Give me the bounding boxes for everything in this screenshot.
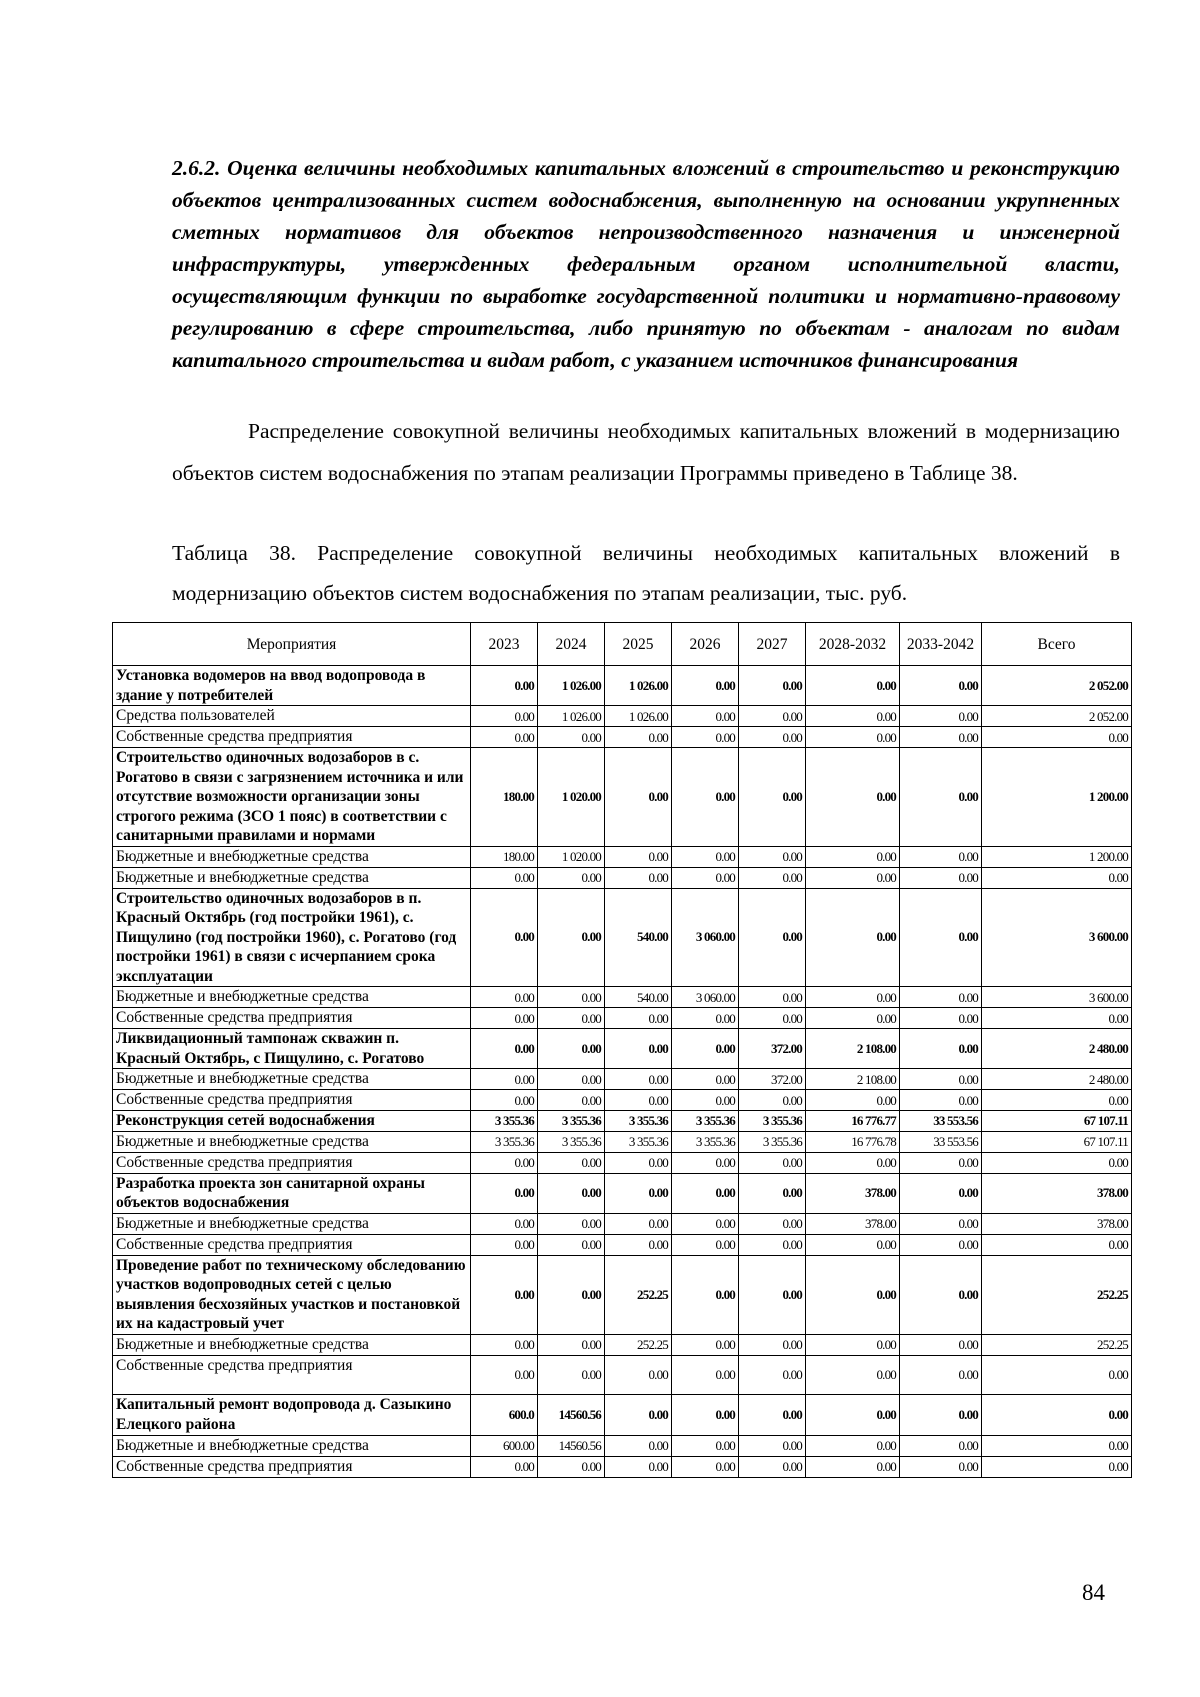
row-label: Собственные средства предприятия <box>113 1090 471 1111</box>
value-cell: 0.00 <box>605 1173 672 1213</box>
value-cell: 0.00 <box>900 1029 982 1069</box>
row-label: Бюджетные и внебюджетные средства <box>113 1435 471 1456</box>
value-cell: 540.00 <box>605 987 672 1008</box>
value-cell: 0.00 <box>739 1234 806 1255</box>
value-cell: 0.00 <box>538 1334 605 1355</box>
value-cell: 0.00 <box>806 1008 900 1029</box>
table-row-source <box>113 1355 1132 1394</box>
value-cell: 0.00 <box>739 1355 806 1394</box>
value-cell: 372.00 <box>739 1069 806 1090</box>
value-cell: 378.00 <box>982 1213 1132 1234</box>
value-cell: 67 107.11 <box>982 1131 1132 1152</box>
value-cell: 0.00 <box>605 1029 672 1069</box>
value-cell: 0.00 <box>900 1090 982 1111</box>
row-label: Бюджетные и внебюджетные средства <box>113 846 471 867</box>
value-cell: 0.00 <box>538 1152 605 1173</box>
table-row-source <box>113 1334 1132 1355</box>
value-cell: 540.00 <box>605 888 672 987</box>
row-label: Бюджетные и внебюджетные средства <box>113 1131 471 1152</box>
value-cell: 0.00 <box>672 1435 739 1456</box>
value-cell: 0.00 <box>739 1090 806 1111</box>
header-cell: 2024 <box>538 623 605 666</box>
row-label: Бюджетные и внебюджетные средства <box>113 1334 471 1355</box>
table-row-source <box>113 1234 1132 1255</box>
value-cell: 16 776.77 <box>806 1111 900 1132</box>
value-cell: 0.00 <box>538 1008 605 1029</box>
value-cell: 252.25 <box>982 1255 1132 1334</box>
value-cell: 0.00 <box>471 1152 538 1173</box>
table-row-source <box>113 1131 1132 1152</box>
value-cell: 0.00 <box>605 1456 672 1477</box>
value-cell: 0.00 <box>672 1152 739 1173</box>
value-cell: 0.00 <box>471 1355 538 1394</box>
row-label: Собственные средства предприятия <box>113 1008 471 1029</box>
value-cell: 1 026.00 <box>538 666 605 706</box>
value-cell: 0.00 <box>538 867 605 888</box>
value-cell: 0.00 <box>605 1435 672 1456</box>
value-cell: 3 355.36 <box>739 1131 806 1152</box>
value-cell: 2 480.00 <box>982 1069 1132 1090</box>
value-cell: 3 355.36 <box>471 1111 538 1132</box>
value-cell: 0.00 <box>739 987 806 1008</box>
value-cell: 378.00 <box>806 1173 900 1213</box>
value-cell: 0.00 <box>471 987 538 1008</box>
value-cell: 0.00 <box>605 867 672 888</box>
value-cell: 0.00 <box>605 1152 672 1173</box>
value-cell: 0.00 <box>538 1234 605 1255</box>
table-row-source <box>113 1069 1132 1090</box>
value-cell: 600.00 <box>471 1435 538 1456</box>
value-cell: 0.00 <box>982 1456 1132 1477</box>
value-cell: 3 355.36 <box>538 1111 605 1132</box>
value-cell: 0.00 <box>806 1090 900 1111</box>
row-label: Бюджетные и внебюджетные средства <box>113 987 471 1008</box>
value-cell: 0.00 <box>806 867 900 888</box>
table-caption: Таблица 38. Распределение совокупной величины необходимых капитальных вложений в модернизацию объектов систем водоснабжения по этапам реализации, тыс. руб. <box>172 541 1120 605</box>
value-cell: 33 553.56 <box>900 1131 982 1152</box>
value-cell: 0.00 <box>739 1173 806 1213</box>
value-cell: 0.00 <box>605 1008 672 1029</box>
value-cell: 0.00 <box>739 867 806 888</box>
value-cell: 0.00 <box>538 1069 605 1090</box>
value-cell: 0.00 <box>471 666 538 706</box>
value-cell: 0.00 <box>900 727 982 748</box>
value-cell: 0.00 <box>739 1435 806 1456</box>
table-row-source <box>113 846 1132 867</box>
value-cell: 0.00 <box>605 1213 672 1234</box>
header-cell: 2027 <box>739 623 806 666</box>
value-cell: 0.00 <box>471 1008 538 1029</box>
value-cell: 0.00 <box>739 706 806 727</box>
value-cell: 378.00 <box>982 1173 1132 1213</box>
row-label: Собственные средства предприятия <box>113 1152 471 1173</box>
value-cell: 0.00 <box>806 1255 900 1334</box>
value-cell: 0.00 <box>900 1213 982 1234</box>
value-cell: 3 355.36 <box>538 1131 605 1152</box>
value-cell: 600.0 <box>471 1394 538 1435</box>
value-cell: 0.00 <box>605 1394 672 1435</box>
value-cell: 372.00 <box>739 1029 806 1069</box>
value-cell: 0.00 <box>672 1334 739 1355</box>
value-cell: 0.00 <box>739 1008 806 1029</box>
row-label: Собственные средства предприятия <box>113 1355 471 1394</box>
value-cell: 0.00 <box>982 1355 1132 1394</box>
value-cell: 67 107.11 <box>982 1111 1132 1132</box>
table-row-source <box>113 1213 1132 1234</box>
table-header-row <box>113 623 1132 666</box>
table-row-source <box>113 1435 1132 1456</box>
value-cell: 0.00 <box>471 1029 538 1069</box>
table-row-activity <box>113 748 1132 847</box>
row-label: Проведение работ по техническому обследованию участков водопроводных сетей с целью выявления бесхозяйных участков и постановкой их на кадастровый учет <box>113 1255 471 1334</box>
value-cell: 0.00 <box>739 1456 806 1477</box>
value-cell: 0.00 <box>806 1355 900 1394</box>
value-cell: 0.00 <box>672 1234 739 1255</box>
value-cell: 0.00 <box>806 748 900 847</box>
row-label: Установка водомеров на ввод водопровода в здание у потребителей <box>113 666 471 706</box>
value-cell: 3 355.36 <box>739 1111 806 1132</box>
table-row-activity <box>113 1173 1132 1213</box>
value-cell: 0.00 <box>982 1090 1132 1111</box>
value-cell: 0.00 <box>900 1152 982 1173</box>
header-cell: 2025 <box>605 623 672 666</box>
value-cell: 0.00 <box>672 1394 739 1435</box>
table-row-activity <box>113 888 1132 987</box>
row-label: Бюджетные и внебюджетные средства <box>113 1213 471 1234</box>
value-cell: 0.00 <box>471 888 538 987</box>
value-cell: 0.00 <box>605 1090 672 1111</box>
value-cell: 0.00 <box>471 706 538 727</box>
value-cell: 0.00 <box>672 1008 739 1029</box>
value-cell: 0.00 <box>900 748 982 847</box>
value-cell: 180.00 <box>471 846 538 867</box>
value-cell: 0.00 <box>672 1456 739 1477</box>
value-cell: 3 355.36 <box>672 1131 739 1152</box>
value-cell: 3 600.00 <box>982 987 1132 1008</box>
header-cell: 2028-2032 <box>806 623 900 666</box>
value-cell: 0.00 <box>900 1069 982 1090</box>
value-cell: 0.00 <box>982 727 1132 748</box>
value-cell: 0.00 <box>672 1090 739 1111</box>
value-cell: 0.00 <box>471 867 538 888</box>
value-cell: 0.00 <box>605 727 672 748</box>
table-row-activity <box>113 1029 1132 1069</box>
table-row-source <box>113 706 1132 727</box>
value-cell: 0.00 <box>982 1152 1132 1173</box>
value-cell: 0.00 <box>806 987 900 1008</box>
value-cell: 252.25 <box>605 1334 672 1355</box>
value-cell: 0.00 <box>982 1234 1132 1255</box>
row-label: Средства пользователей <box>113 706 471 727</box>
row-label: Бюджетные и внебюджетные средства <box>113 1069 471 1090</box>
value-cell: 0.00 <box>806 888 900 987</box>
value-cell: 0.00 <box>471 1173 538 1213</box>
value-cell: 0.00 <box>672 867 739 888</box>
value-cell: 0.00 <box>471 727 538 748</box>
table-row-source <box>113 987 1132 1008</box>
value-cell: 0.00 <box>806 1152 900 1173</box>
value-cell: 0.00 <box>538 1255 605 1334</box>
value-cell: 0.00 <box>900 1334 982 1355</box>
value-cell: 0.00 <box>806 1456 900 1477</box>
value-cell: 0.00 <box>900 1456 982 1477</box>
value-cell: 0.00 <box>806 1435 900 1456</box>
value-cell: 0.00 <box>739 1394 806 1435</box>
table-row-activity <box>113 666 1132 706</box>
value-cell: 2 052.00 <box>982 706 1132 727</box>
value-cell: 0.00 <box>806 727 900 748</box>
row-label: Собственные средства предприятия <box>113 727 471 748</box>
value-cell: 0.00 <box>982 1435 1132 1456</box>
header-cell: Мероприятия <box>113 623 471 666</box>
value-cell: 0.00 <box>471 1069 538 1090</box>
value-cell: 0.00 <box>900 846 982 867</box>
value-cell: 0.00 <box>672 1173 739 1213</box>
row-label: Капитальный ремонт водопровода д. Сазыкино Елецкого района <box>113 1394 471 1435</box>
table-row-activity <box>113 1255 1132 1334</box>
row-label: Строительство одиночных водозаборов в п. Красный Октябрь (год постройки 1961), с. Пищулино (год постройки 1960), с. Рогатово (год постройки 1961) в связи с исчерпанием срока эксплуатации <box>113 888 471 987</box>
value-cell: 0.00 <box>739 748 806 847</box>
value-cell: 0.00 <box>672 748 739 847</box>
intro-paragraph: Распределение совокупной величины необходимых капитальных вложений в модернизацию объектов систем водоснабжения по этапам реализации Программы приведено в Таблице 38. <box>172 419 1120 485</box>
value-cell: 0.00 <box>471 1456 538 1477</box>
value-cell: 0.00 <box>739 888 806 987</box>
value-cell: 1 026.00 <box>538 706 605 727</box>
value-cell: 0.00 <box>806 1334 900 1355</box>
value-cell: 0.00 <box>538 987 605 1008</box>
value-cell: 14560.56 <box>538 1394 605 1435</box>
value-cell: 1 020.00 <box>538 846 605 867</box>
value-cell: 0.00 <box>538 1456 605 1477</box>
value-cell: 0.00 <box>739 1213 806 1234</box>
value-cell: 1 026.00 <box>605 666 672 706</box>
value-cell: 0.00 <box>900 1008 982 1029</box>
value-cell: 2 108.00 <box>806 1069 900 1090</box>
row-label: Строительство одиночных водозаборов в с. Рогатово в связи с загрязнением источника и или отсутствие возможности организации зоны строгого режима (ЗСО 1 пояс) в соответствии с санитарными правилами и нормами <box>113 748 471 847</box>
header-cell: Всего <box>982 623 1132 666</box>
value-cell: 0.00 <box>538 727 605 748</box>
row-label: Ликвидационный тампонаж скважин п. Красный Октябрь, с Пищулино, с. Рогатово <box>113 1029 471 1069</box>
header-cell: 2026 <box>672 623 739 666</box>
value-cell: 33 553.56 <box>900 1111 982 1132</box>
value-cell: 2 108.00 <box>806 1029 900 1069</box>
value-cell: 0.00 <box>538 1213 605 1234</box>
value-cell: 0.00 <box>806 846 900 867</box>
table-row-activity <box>113 1111 1132 1132</box>
value-cell: 0.00 <box>900 1255 982 1334</box>
value-cell: 0.00 <box>471 1255 538 1334</box>
value-cell: 0.00 <box>605 846 672 867</box>
value-cell: 3 355.36 <box>471 1131 538 1152</box>
value-cell: 0.00 <box>900 867 982 888</box>
value-cell: 0.00 <box>982 1008 1132 1029</box>
page-number: 84 <box>1082 1580 1105 1605</box>
value-cell: 0.00 <box>471 1213 538 1234</box>
value-cell: 0.00 <box>672 1069 739 1090</box>
value-cell: 0.00 <box>739 1334 806 1355</box>
value-cell: 0.00 <box>900 987 982 1008</box>
value-cell: 0.00 <box>538 1090 605 1111</box>
value-cell: 0.00 <box>900 706 982 727</box>
value-cell: 252.25 <box>982 1334 1132 1355</box>
value-cell: 2 480.00 <box>982 1029 1132 1069</box>
value-cell: 0.00 <box>672 727 739 748</box>
value-cell: 3 355.36 <box>605 1111 672 1132</box>
value-cell: 0.00 <box>806 1394 900 1435</box>
value-cell: 0.00 <box>900 666 982 706</box>
value-cell: 0.00 <box>739 846 806 867</box>
value-cell: 1 026.00 <box>605 706 672 727</box>
value-cell: 0.00 <box>672 666 739 706</box>
value-cell: 0.00 <box>605 1234 672 1255</box>
value-cell: 0.00 <box>982 1394 1132 1435</box>
value-cell: 0.00 <box>672 706 739 727</box>
row-label: Собственные средства предприятия <box>113 1456 471 1477</box>
value-cell: 0.00 <box>538 1173 605 1213</box>
value-cell: 0.00 <box>672 1255 739 1334</box>
investment-table <box>112 622 1132 1478</box>
value-cell: 3 060.00 <box>672 888 739 987</box>
table-row-source <box>113 1090 1132 1111</box>
value-cell: 180.00 <box>471 748 538 847</box>
value-cell: 0.00 <box>538 888 605 987</box>
value-cell: 0.00 <box>605 1069 672 1090</box>
value-cell: 3 060.00 <box>672 987 739 1008</box>
value-cell: 0.00 <box>900 1394 982 1435</box>
value-cell: 378.00 <box>806 1213 900 1234</box>
section-heading: 2.6.2. Оценка величины необходимых капитальных вложений в строительство и реконструкцию объектов централизованных систем водоснабжения, выполненную на основании укрупненных сметных нормативов для объектов непроизводственного назначения и инженерной инфраструктуры, утвержденных федеральным органом исполнительной власти, осуществляющим функции по выработке государственной политики и нормативно-правовому регулированию в сфере строительства, либо принятую по объектам - аналогам по видам капитального строительства и видам работ, с указанием источников финансирования <box>172 156 1120 372</box>
row-label: Собственные средства предприятия <box>113 1234 471 1255</box>
value-cell: 14560.56 <box>538 1435 605 1456</box>
value-cell: 0.00 <box>538 1029 605 1069</box>
value-cell: 0.00 <box>900 1355 982 1394</box>
value-cell: 0.00 <box>739 1152 806 1173</box>
value-cell: 0.00 <box>471 1334 538 1355</box>
value-cell: 0.00 <box>739 727 806 748</box>
value-cell: 252.25 <box>605 1255 672 1334</box>
value-cell: 0.00 <box>739 1255 806 1334</box>
value-cell: 3 600.00 <box>982 888 1132 987</box>
row-label: Бюджетные и внебюджетные средства <box>113 867 471 888</box>
value-cell: 0.00 <box>672 846 739 867</box>
value-cell: 0.00 <box>806 1234 900 1255</box>
table-body <box>113 666 1132 1478</box>
value-cell: 0.00 <box>605 748 672 847</box>
table-row-source <box>113 727 1132 748</box>
value-cell: 0.00 <box>900 1234 982 1255</box>
value-cell: 0.00 <box>806 666 900 706</box>
value-cell: 0.00 <box>672 1029 739 1069</box>
value-cell: 0.00 <box>672 1355 739 1394</box>
table-row-source <box>113 1008 1132 1029</box>
value-cell: 3 355.36 <box>672 1111 739 1132</box>
row-label: Реконструкция сетей водоснабжения <box>113 1111 471 1132</box>
table-row-source <box>113 867 1132 888</box>
value-cell: 1 200.00 <box>982 748 1132 847</box>
table-row-activity <box>113 1394 1132 1435</box>
value-cell: 0.00 <box>739 666 806 706</box>
value-cell: 0.00 <box>982 867 1132 888</box>
header-cell: 2033-2042 <box>900 623 982 666</box>
header-cell: 2023 <box>471 623 538 666</box>
value-cell: 0.00 <box>605 1355 672 1394</box>
value-cell: 16 776.78 <box>806 1131 900 1152</box>
value-cell: 0.00 <box>538 1355 605 1394</box>
row-label: Разработка проекта зон санитарной охраны объектов водоснабжения <box>113 1173 471 1213</box>
value-cell: 0.00 <box>471 1090 538 1111</box>
value-cell: 2 052.00 <box>982 666 1132 706</box>
value-cell: 1 020.00 <box>538 748 605 847</box>
value-cell: 0.00 <box>672 1213 739 1234</box>
value-cell: 0.00 <box>900 1435 982 1456</box>
value-cell: 0.00 <box>471 1234 538 1255</box>
value-cell: 1 200.00 <box>982 846 1132 867</box>
value-cell: 3 355.36 <box>605 1131 672 1152</box>
value-cell: 0.00 <box>900 1173 982 1213</box>
value-cell: 0.00 <box>806 706 900 727</box>
value-cell: 0.00 <box>900 888 982 987</box>
table-row-source <box>113 1152 1132 1173</box>
table-row-source <box>113 1456 1132 1477</box>
